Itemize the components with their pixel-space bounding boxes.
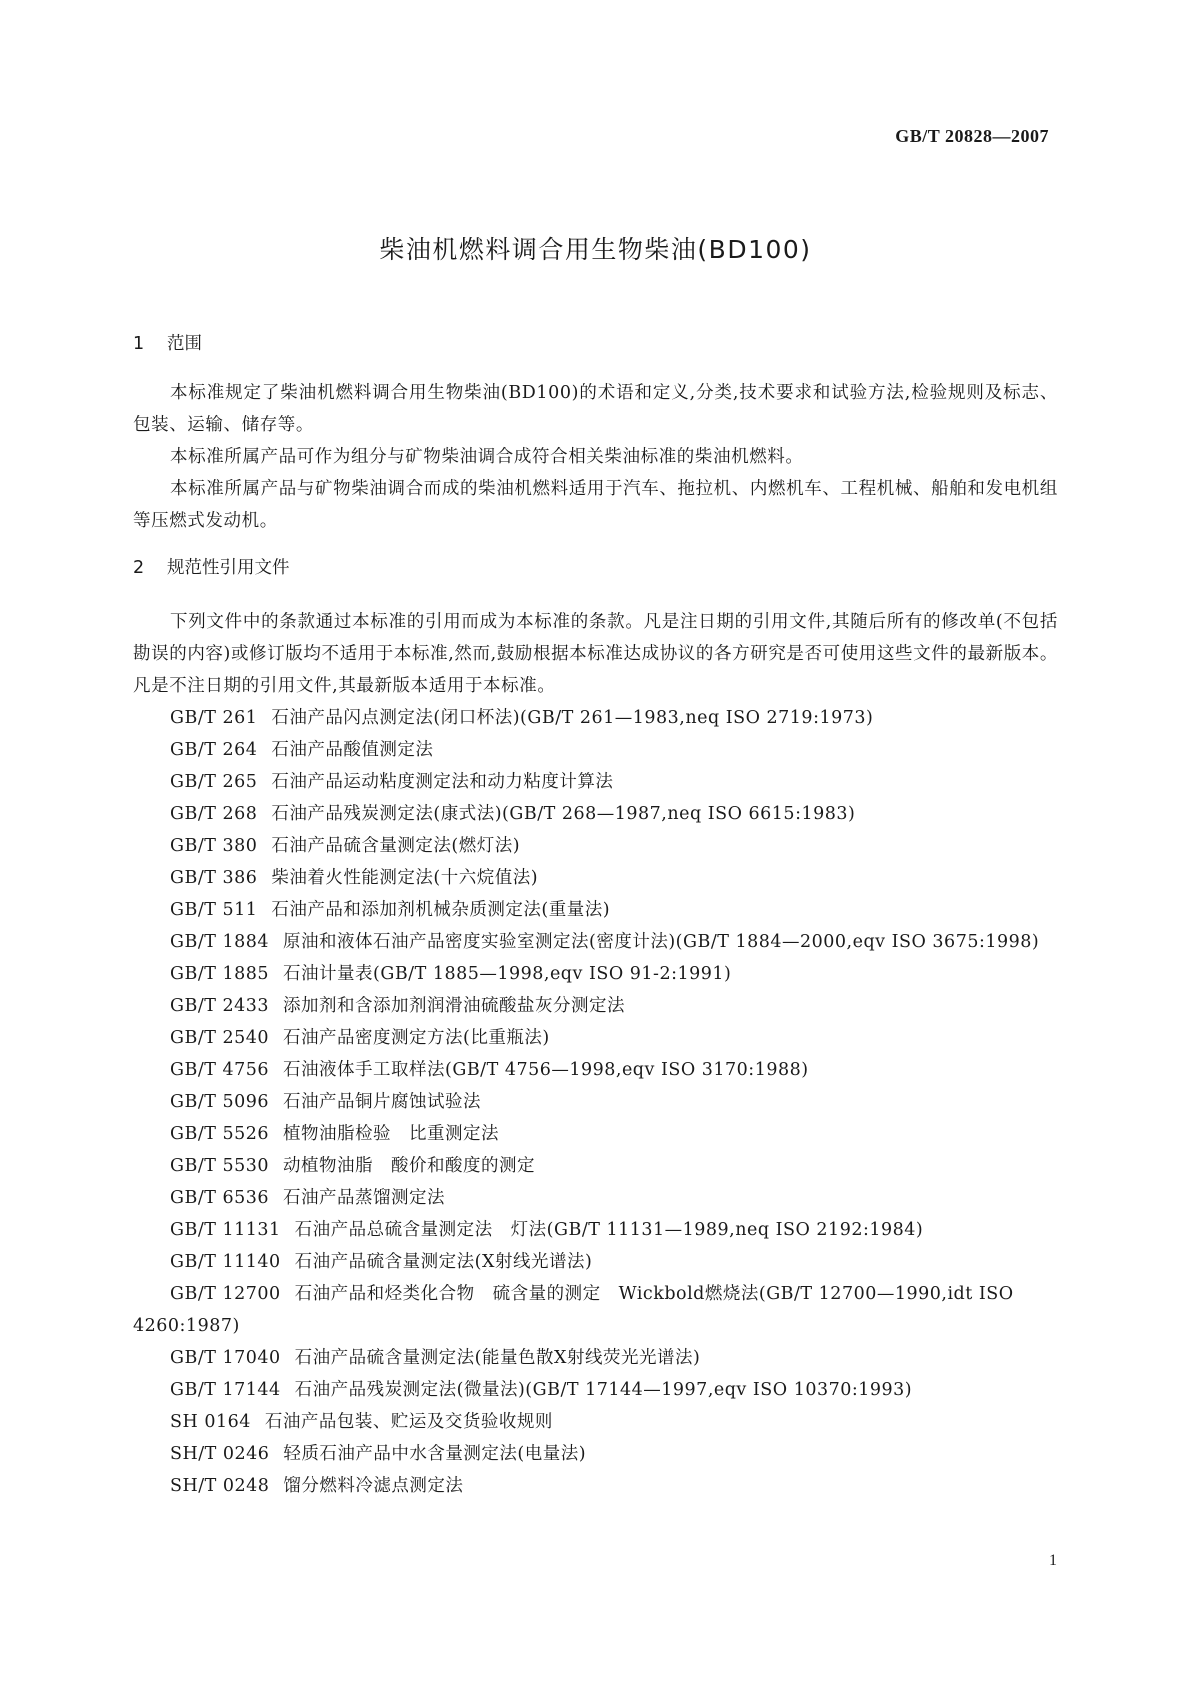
reference-item (133, 1406, 1058, 1438)
page-number: 1 (1049, 1552, 1057, 1569)
reference-code: GB/T 4756 (170, 1060, 270, 1080)
reference-item (133, 1278, 1058, 1342)
spacer (133, 585, 1058, 606)
reference-code: SH 0164 (170, 1412, 251, 1432)
reference-code: GB/T 5530 (170, 1156, 270, 1176)
scope-paragraph: 本标准规定了柴油机燃料调合用生物柴油(BD100)的术语和定义,分类,技术要求和试验方法,检验规则及标志、包装、运输、储存等。 (133, 383, 1058, 435)
reference-code: GB/T 17144 (170, 1380, 281, 1400)
reference-code: GB/T 386 (170, 868, 258, 888)
section-number: 1 (133, 334, 145, 354)
reference-title: 石油产品硫含量测定法(X射线光谱法) (294, 1252, 593, 1272)
reference-item (133, 1022, 1058, 1054)
reference-code: GB/T 2433 (170, 996, 270, 1016)
standard-code: GB/T 20828—2007 (895, 126, 1049, 146)
document-body (133, 327, 1058, 1502)
reference-code: GB/T 265 (170, 772, 258, 792)
reference-code: GB/T 11140 (170, 1252, 281, 1272)
reference-title: 石油计量表(GB/T 1885—1998,eqv ISO 91-2:1991) (283, 964, 732, 984)
reference-item (133, 1214, 1058, 1246)
section-title: 规范性引用文件 (167, 558, 290, 578)
reference-item (133, 1182, 1058, 1214)
reference-code: GB/T 1885 (170, 964, 270, 984)
reference-item (133, 926, 1058, 958)
reference-title: 石油产品密度测定方法(比重瓶法) (283, 1028, 550, 1048)
reference-code: SH/T 0248 (170, 1476, 270, 1496)
reference-code: GB/T 261 (170, 708, 258, 728)
reference-item (133, 894, 1058, 926)
reference-title: 石油产品运动粘度测定法和动力粘度计算法 (271, 772, 614, 792)
reference-item (133, 1086, 1058, 1118)
reference-item (133, 734, 1058, 766)
reference-code: GB/T 5096 (170, 1092, 270, 1112)
reference-item (133, 1438, 1058, 1470)
section-heading-normative-references (133, 551, 1058, 585)
reference-code: GB/T 2540 (170, 1028, 270, 1048)
spacer (133, 537, 1058, 551)
scope-paragraph: 本标准所属产品可作为组分与矿物柴油调合成符合相关柴油标准的柴油机燃料。 (170, 447, 804, 467)
references-intro-paragraph: 下列文件中的条款通过本标准的引用而成为本标准的条款。凡是注日期的引用文件,其随后所有的修改单(不包括勘误的内容)或修订版均不适用于本标准,然而,鼓励根据本标准达成协议的各方研究是否可使用这些文件的最新版本。凡是不注日期的引用文件,其最新版本适用于本标准。 (133, 612, 1058, 696)
reference-item (133, 766, 1058, 798)
reference-code: GB/T 380 (170, 836, 258, 856)
reference-code: GB/T 511 (170, 900, 258, 920)
reference-item (133, 1470, 1058, 1502)
reference-item (133, 1150, 1058, 1182)
reference-title: 轻质石油产品中水含量测定法(电量法) (283, 1444, 587, 1464)
scope-paragraph: 本标准所属产品与矿物柴油调合而成的柴油机燃料适用于汽车、拖拉机、内燃机车、工程机械、船舶和发电机组等压燃式发动机。 (133, 479, 1058, 531)
reference-title: 石油产品铜片腐蚀试验法 (283, 1092, 482, 1112)
reference-title: 石油产品和烃类化合物 硫含量的测定 Wickbold燃烧法(GB/T 12700—1990,idt ISO 4260:1987) (133, 1284, 1014, 1336)
reference-code: GB/T 6536 (170, 1188, 270, 1208)
reference-title: 石油产品总硫含量测定法 灯法(GB/T 11131—1989,neq ISO 2192:1984) (294, 1220, 924, 1240)
document-title: 柴油机燃料调合用生物柴油(BD100) (379, 235, 812, 264)
reference-title: 石油产品蒸馏测定法 (283, 1188, 446, 1208)
section-heading-scope (133, 327, 1058, 361)
reference-title: 石油产品硫含量测定法(燃灯法) (271, 836, 521, 856)
reference-code: GB/T 5526 (170, 1124, 270, 1144)
reference-item (133, 958, 1058, 990)
reference-code: SH/T 0246 (170, 1444, 270, 1464)
reference-title: 石油产品包装、贮运及交货验收规则 (264, 1412, 553, 1432)
reference-code: GB/T 11131 (170, 1220, 281, 1240)
reference-title: 石油液体手工取样法(GB/T 4756—1998,eqv ISO 3170:1988) (283, 1060, 809, 1080)
reference-title: 石油产品残炭测定法(微量法)(GB/T 17144—1997,eqv ISO 10370:1993) (294, 1380, 913, 1400)
section-number: 2 (133, 558, 145, 578)
spacer (133, 361, 1058, 377)
reference-code: GB/T 1884 (170, 932, 270, 952)
reference-item (133, 862, 1058, 894)
reference-item (133, 1054, 1058, 1086)
reference-title: 石油产品闪点测定法(闭口杯法)(GB/T 261—1983,neq ISO 2719:1973) (271, 708, 874, 728)
reference-item (133, 1118, 1058, 1150)
reference-code: GB/T 268 (170, 804, 258, 824)
reference-item (133, 798, 1058, 830)
reference-code: GB/T 17040 (170, 1348, 281, 1368)
reference-title: 石油产品酸值测定法 (271, 740, 434, 760)
reference-item (133, 990, 1058, 1022)
reference-item (133, 1246, 1058, 1278)
reference-item (133, 1374, 1058, 1406)
reference-code: GB/T 264 (170, 740, 258, 760)
reference-item (133, 702, 1058, 734)
reference-title: 石油产品硫含量测定法(能量色散X射线荧光光谱法) (294, 1348, 701, 1368)
reference-title: 动植物油脂 酸价和酸度的测定 (283, 1156, 536, 1176)
reference-list (133, 702, 1058, 1502)
reference-title: 石油产品残炭测定法(康式法)(GB/T 268—1987,neq ISO 6615:1983) (271, 804, 856, 824)
reference-item (133, 1342, 1058, 1374)
reference-title: 原油和液体石油产品密度实验室测定法(密度计法)(GB/T 1884—2000,eqv ISO 3675:1998) (283, 932, 1040, 952)
reference-title: 植物油脂检验 比重测定法 (283, 1124, 500, 1144)
reference-title: 添加剂和含添加剂润滑油硫酸盐灰分测定法 (283, 996, 626, 1016)
reference-title: 馏分燃料冷滤点测定法 (283, 1476, 464, 1496)
reference-title: 柴油着火性能测定法(十六烷值法) (271, 868, 539, 888)
section-title: 范围 (167, 334, 202, 354)
reference-title: 石油产品和添加剂机械杂质测定法(重量法) (271, 900, 611, 920)
reference-item (133, 830, 1058, 862)
reference-code: GB/T 12700 (170, 1284, 281, 1304)
